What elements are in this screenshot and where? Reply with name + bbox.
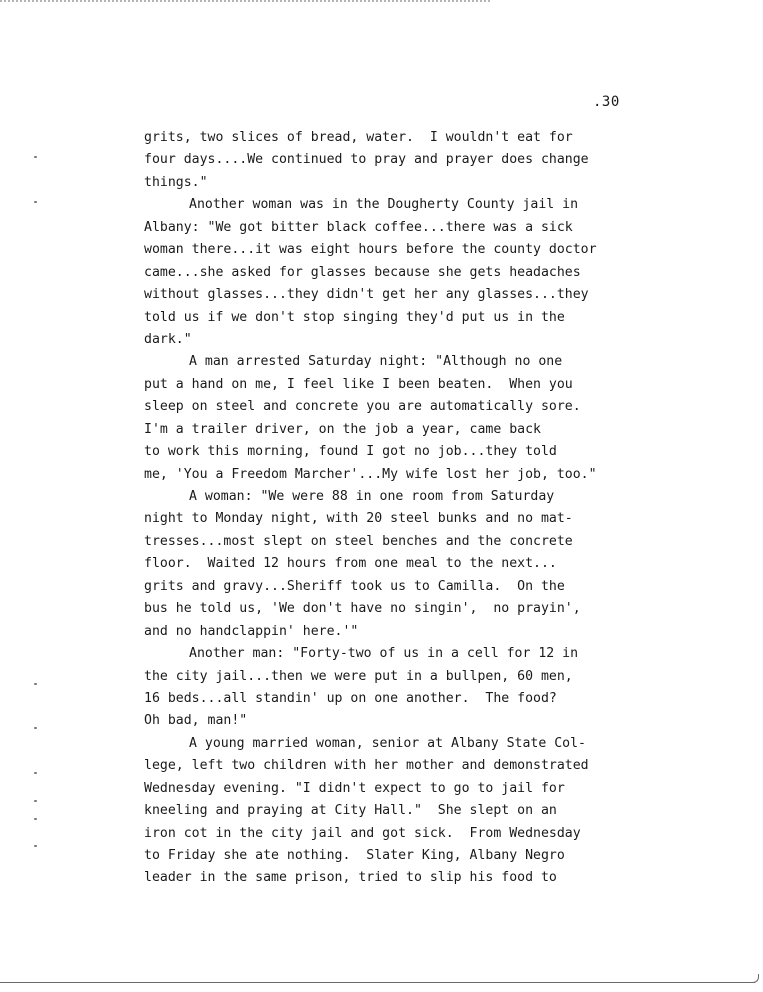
text-line: the city jail...then we were put in a bullpen, 60 men, <box>144 668 573 684</box>
margin-speck <box>34 156 37 158</box>
top-edge-dotted-rule <box>0 0 490 2</box>
text-line: Another woman was in the Dougherty County jail in <box>189 197 579 213</box>
page-number: .30 <box>593 94 620 110</box>
text-line: leader in the same prison, tried to slip his food to <box>144 870 557 886</box>
text-line: Oh bad, man!" <box>144 713 248 729</box>
text-line: sleep on steel and concrete you are automatically sore. <box>144 399 581 415</box>
text-line: lege, left two children with her mother and demonstrated <box>144 758 589 774</box>
margin-speck <box>34 772 37 774</box>
text-line: I'm a trailer driver, on the job a year, came back <box>144 421 541 437</box>
margin-speck <box>34 818 37 820</box>
text-line: A man arrested Saturday night: "Although no one <box>189 354 563 370</box>
text-line: iron cot in the city jail and got sick. From Wednesday <box>144 825 581 841</box>
text-line: tresses...most slept on steel benches and the concrete <box>144 533 573 549</box>
margin-speck <box>34 727 37 729</box>
text-line: four days....We continued to pray and prayer does change <box>144 152 589 168</box>
text-line: me, 'You a Freedom Marcher'...My wife lost her job, too." <box>144 466 597 482</box>
text-line: to work this morning, found I got no job...they told <box>144 444 557 460</box>
text-line: floor. Waited 12 hours from one meal to the next... <box>144 556 557 572</box>
text-line: Another man: "Forty-two of us in a cell for 12 in <box>189 646 579 662</box>
text-line: to Friday she ate nothing. Slater King, Albany Negro <box>144 848 565 863</box>
text-line: A young married woman, senior at Albany State Col- <box>189 735 586 751</box>
bottom-edge-rule <box>0 982 755 983</box>
text-line: came...she asked for glasses because she gets headaches <box>144 264 581 280</box>
page-corner-curl <box>752 974 759 983</box>
margin-speck <box>34 201 37 203</box>
text-line: 16 beds...all standin' up on one another. The food? <box>144 690 557 706</box>
text-line: woman there...it was eight hours before the county doctor <box>144 242 597 258</box>
text-line: told us if we don't stop singing they'd put us in the <box>144 309 565 325</box>
margin-speck <box>34 845 37 847</box>
text-line: grits and gravy...Sheriff took us to Camilla. On the <box>144 578 565 594</box>
text-line: and no handclappin' here.'" <box>144 623 359 639</box>
text-line: Wednesday evening. "I didn't expect to go to jail for <box>144 780 565 796</box>
text-line: bus he told us, 'We don't have no singin', no prayin', <box>144 601 581 617</box>
margin-speck <box>34 683 37 685</box>
text-line: without glasses...they didn't get her any glasses...they <box>144 287 589 303</box>
text-line: Albany: "We got bitter black coffee...there was a sick <box>144 219 573 235</box>
body-text <box>144 127 664 890</box>
text-line: things." <box>144 174 208 190</box>
text-line: dark." <box>144 331 192 347</box>
text-line: kneeling and praying at City Hall." She slept on an <box>144 803 557 819</box>
text-line: night to Monday night, with 20 steel bunks and no mat- <box>144 511 573 527</box>
text-line: grits, two slices of bread, water. I wouldn't eat for <box>144 130 573 145</box>
text-line: A woman: "We were 88 in one room from Saturday <box>189 489 555 504</box>
text-line: put a hand on me, I feel like I been beaten. When you <box>144 376 573 392</box>
margin-speck <box>34 800 37 802</box>
